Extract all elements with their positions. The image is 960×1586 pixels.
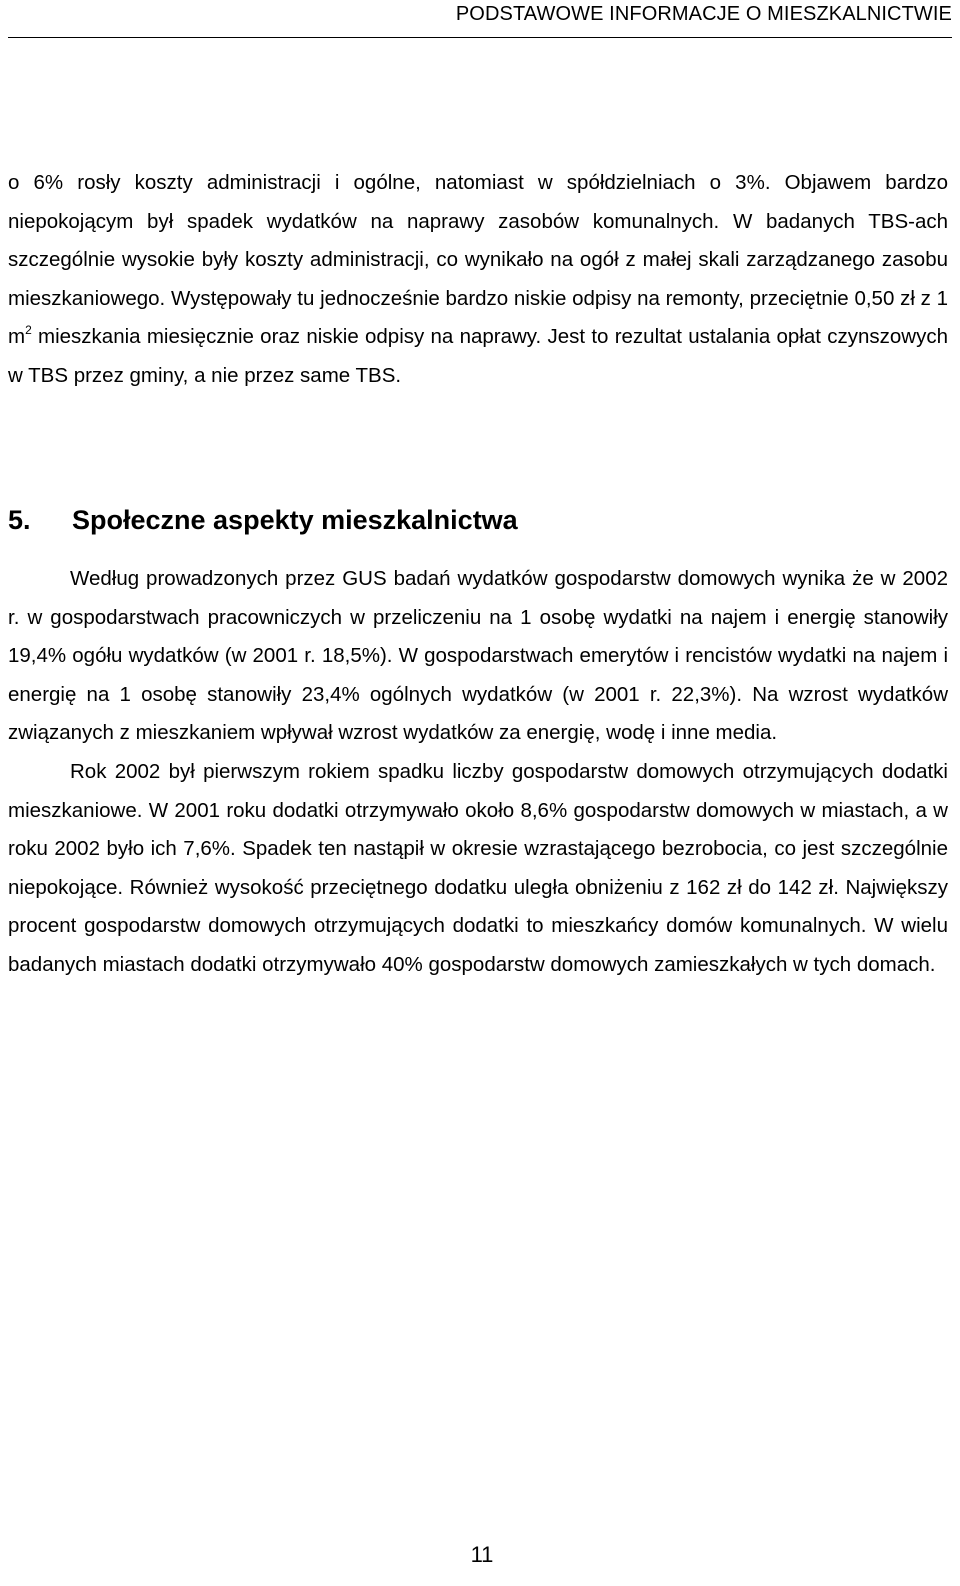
running-header: PODSTAWOWE INFORMACJE O MIESZKALNICTWIE xyxy=(455,3,952,25)
section-heading xyxy=(8,500,518,540)
paragraph-housing-allowances: Rok 2002 był pierwszym rokiem spadku liczby gospodarstw domowych otrzymujących dodatki mieszkaniowe. W 2001 roku dodatki otrzymywało około 8,6% gospodarstw domowych w miastach, a w roku 2002 było ich 7,6%. Spadek ten nastąpił w okresie wzrastającego bezrobocia, co jest szczególnie niepokojące. Również wysokość przeciętnego dodatku uległa obniżeniu z 162 zł do 142 zł. Największy procent gospodarstw domowych otrzymujących dodatki to mieszkańcy domów komunalnych. W wielu badanych miastach dodatki otrzymywało 40% gospodarstw domowych zamieszkałych w tych domach. xyxy=(8,759,948,976)
header-rule xyxy=(8,37,952,38)
text-block-section xyxy=(8,560,948,985)
page-number: 11 xyxy=(470,1542,494,1567)
paragraph-continuation xyxy=(8,164,948,396)
text-block-top xyxy=(8,164,948,396)
paragraph-text: o 6% rosły koszty administracji i ogólne, natomiast w spółdzielniach o 3%. Objawem bardzo niepokojącym był spadek wydatków na naprawy zasobów komunalnych. W badanych TBS-ach szczególnie wysokie były koszty administracji, co wynikało na ogół z małej skali zarządzanego zasobu mieszkaniowego. Występowały tu jednocześnie bardzo niskie odpisy na remonty, przeciętnie 0,50 zł z 1 m xyxy=(8,171,948,349)
superscript-exponent: 2 xyxy=(25,323,32,338)
paragraph-housing-expenses: Według prowadzonych przez GUS badań wydatków gospodarstw domowych wynika że w 2002 r. w gospodarstwach pracowniczych w przeliczeniu na 1 osobę wydatki na najem i energię stanowiły 19,4% ogółu wydatków (w 2001 r. 18,5%). W gospodarstwach emerytów i rencistów wydatki na najem i energię na 1 osobę stanowiły 23,4% ogólnych wydatków (w 2001 r. 22,3%). Na wzrost wydatków związanych z mieszkaniem wpływał wzrost wydatków za energię, wodę i inne media. xyxy=(8,567,948,745)
section-number: 5. xyxy=(8,505,31,535)
section-title: Społeczne aspekty mieszkalnictwa xyxy=(72,505,518,535)
paragraph-text: mieszkania miesięcznie oraz niskie odpisy na naprawy. Jest to rezultat ustalania opłat czynszowych w TBS przez gminy, a nie przez same TBS. xyxy=(8,325,948,387)
